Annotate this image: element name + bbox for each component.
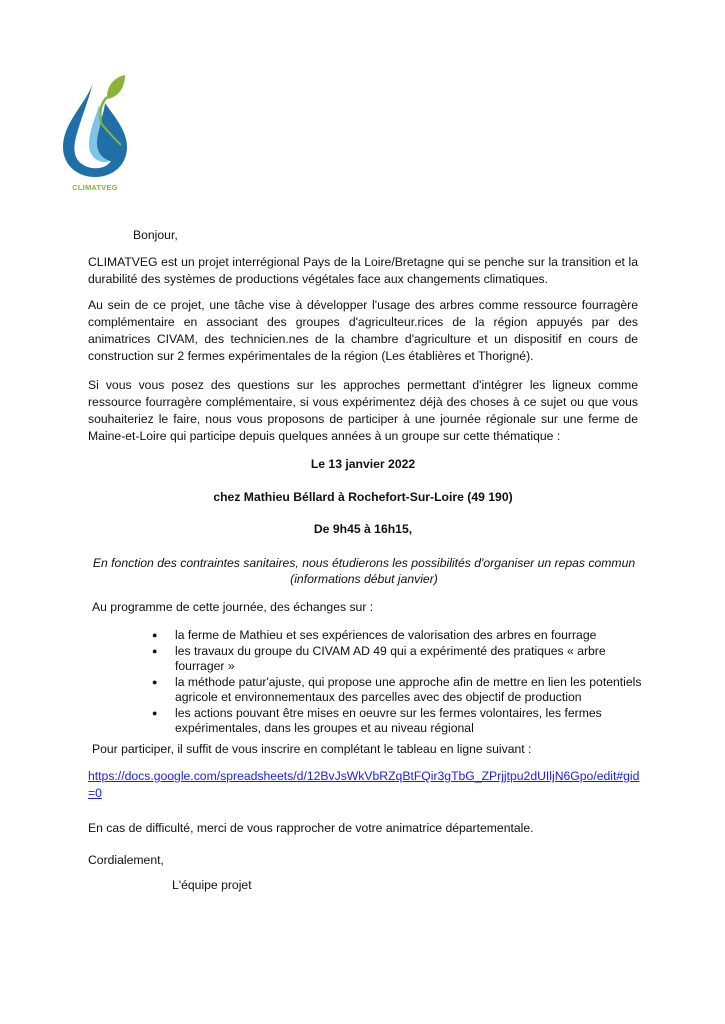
program-intro: Au programme de cette journée, des échanges sur : — [92, 600, 374, 614]
bullet-icon: ● — [152, 645, 158, 656]
bullet-icon: ● — [152, 676, 158, 687]
intro-paragraph: CLIMATVEG est un projet interrégional Pays de la Loire/Bretagne qui se penche sur la transition et la durabilité des systèmes de productions végétales face aux changements climatiques. — [88, 255, 638, 286]
event-time: De 9h45 à 16h15, — [313, 522, 413, 536]
sanitary-note: En fonction des contraintes sanitaires, nous étudierons les possibilités d'organiser un repas commun (informations début janvier) — [92, 556, 636, 586]
climatveg-logo — [55, 75, 135, 195]
water-drop-leaf-icon — [55, 75, 135, 180]
invitation-paragraph: Si vous vous posez des questions sur les approches permettant d'intégrer les ligneux comme ressource fourragère complémentaire, si vous expérimentez déjà des choses à ce sujet ou que vous souhaiteriez le faire, nous vous proposons de participer à une journée régionale sur une ferme de Maine-et-Loire qui participe depuis quelques années à un groupe sur cette thématique : — [88, 378, 638, 443]
signature: L'équipe projet — [172, 878, 252, 892]
registration-link-container — [88, 768, 643, 802]
bullet-icon: ● — [152, 707, 158, 718]
list-item: ● la méthode patur'ajuste, qui propose une approche afin de mettre en lien les potentiels agricole et environnementaux des parcelles avec des objectif de production — [152, 674, 642, 704]
event-place: chez Mathieu Béllard à Rochefort-Sur-Loire (49 190) — [213, 490, 513, 504]
logo-text: CLIMATVEG — [72, 183, 118, 192]
event-date: Le 13 janvier 2022 — [310, 457, 416, 471]
program-list — [150, 628, 650, 737]
list-item: ● la ferme de Mathieu et ses expériences de valorisation des arbres en fourrage — [152, 628, 597, 642]
list-item: ● les travaux du groupe du CIVAM AD 49 qui a expérimenté des pratiques « arbre fourrager » — [152, 643, 606, 673]
bullet-icon: ● — [152, 630, 158, 640]
list-item: ● les actions pouvant être mises en oeuvre sur les fermes volontaires, les fermes expérimentales, dans les groupes et au niveau régional — [152, 705, 602, 735]
closing: Cordialement, — [88, 853, 164, 867]
registration-text: Pour participer, il suffit de vous inscrire en complétant le tableau en ligne suivant : — [92, 742, 532, 756]
greeting: Bonjour, — [133, 228, 178, 242]
registration-link[interactable]: https://docs.google.com/spreadsheets/d/12BvJsWkVbRZqBtFQir3gTbG_ZPrjjtpu2dUIljN6Gpo/edit#gid=0 — [88, 769, 640, 800]
project-task-paragraph: Au sein de ce projet, une tâche vise à développer l'usage des arbres comme ressource fourragère complémentaire en associant des groupes d'agriculteur.rices de la région appuyés par des animatrices CIVAM, des technicien.nes de la chambre d'agriculture et un dispositif en cours de construction sur 2 fermes expérimentales de la région (Les établières et Thorigné). — [88, 298, 638, 363]
difficulty-text: En cas de difficulté, merci de vous rapprocher de votre animatrice départementale. — [88, 821, 534, 835]
